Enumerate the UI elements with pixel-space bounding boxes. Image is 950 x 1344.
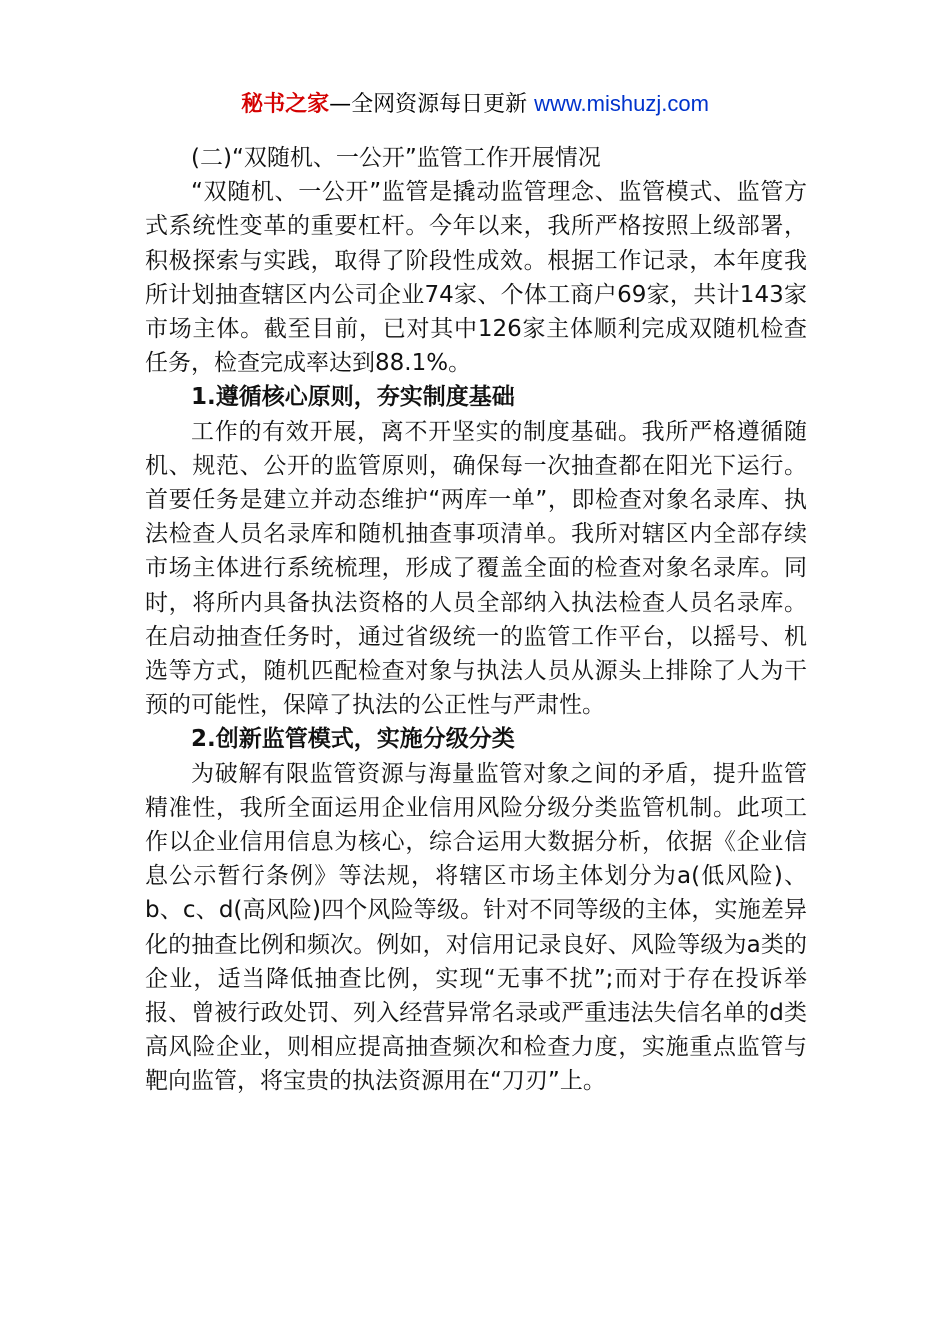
section-title: (二)“双随机、一公开”监管工作开展情况: [191, 145, 601, 171]
site-header: [0, 88, 950, 121]
paragraph-institutional-foundation: 工作的有效开展，离不开坚实的制度基础。我所严格遵循随机、规范、公开的监管原则，确保每一次抽查都在阳光下运行。首要任务是建立并动态维护“两库一单”，即检查对象名录库、执法检查人员名录库和随机抽查事项清单。我所对辖区内全部存续市场主体进行系统梳理，形成了覆盖全面的检查对象名录库。同时，将所内具备执法资格的人员全部纳入执法检查人员名录库。在启动抽查任务时，通过省级统一的监管工作平台，以摇号、机选等方式，随机匹配检查对象与执法人员从源头上排除了人为干预的可能性，保障了执法的公正性与严肃性。: [145, 418, 807, 719]
paragraph-intro: “双随机、一公开”监管是撬动监管理念、监管模式、监管方式系统性变革的重要杠杆。今年以来，我所严格按照上级部署，积极探索与实践，取得了阶段性成效。根据工作记录，本年度我所计划抽查辖区内公司企业74家、个体工商户69家，共计143家市场主体。截至目前，已对其中126家主体顺利完成双随机检查任务，检查完成率达到88.1%。: [145, 179, 807, 377]
site-url[interactable]: www.mishuzj.com: [534, 91, 709, 116]
subheading-core-principles: 1.遵循核心原则，夯实制度基础: [191, 384, 515, 411]
document-body: [145, 141, 807, 1099]
brand-name: 秘书之家: [241, 92, 330, 117]
paragraph-risk-classification: 为破解有限监管资源与海量监管对象之间的矛盾，提升监管精准性，我所全面运用企业信用风险分级分类监管机制。此项工作以企业信用信息为核心，综合运用大数据分析，依据《企业信息公示暂行条例》等法规，将辖区市场主体划分为a(低风险)、b、c、d(高风险)四个风险等级。针对不同等级的主体，实施差异化的抽查比例和频次。例如，对信用记录良好、风险等级为a类的企业，适当降低抽查比例，实现“无事不扰”;而对于存在投诉举报、曾被行政处罚、列入经营异常名录或严重违法失信名单的d类高风险企业，则相应提高抽查频次和检查力度，实施重点监管与靶向监管，将宝贵的执法资源用在“刀刃”上。: [145, 760, 807, 1095]
subheading-regulatory-innovation: 2.创新监管模式，实施分级分类: [191, 726, 515, 753]
header-tagline: —全网资源每日更新: [329, 92, 528, 117]
